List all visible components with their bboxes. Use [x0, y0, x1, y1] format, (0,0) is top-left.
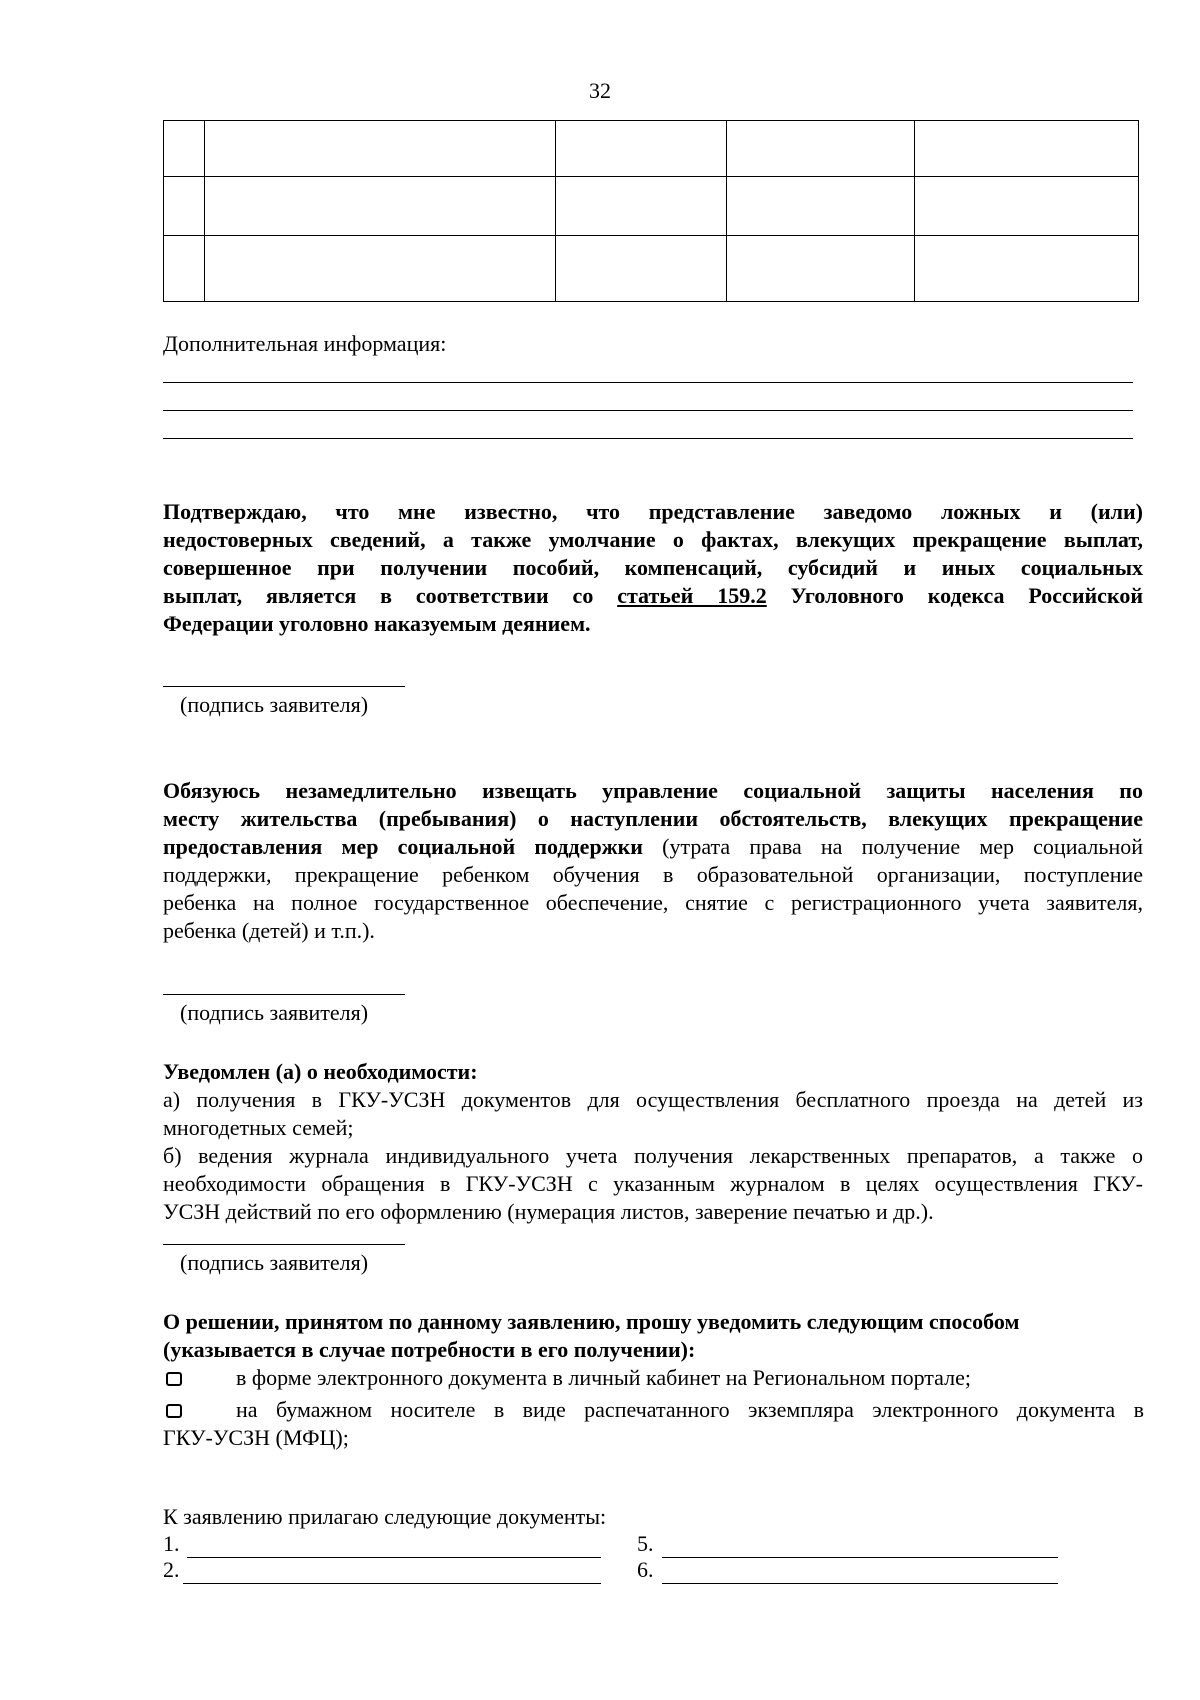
confirm-line	[163, 582, 1143, 609]
obligation-text: предоставления мер социальной поддержки	[163, 834, 643, 859]
option-paper-label: ГКУ-УСЗН (МФЦ);	[163, 1425, 349, 1450]
obligation-line: ребенка на полное государственное обеспечение, снятие с регистрационного учета заявителя,	[163, 890, 1143, 915]
option-electronic-label: в форме электронного документа в личный кабинет на Региональном портале;	[236, 1365, 971, 1390]
checkbox-paper[interactable]	[166, 1404, 182, 1418]
attachment-number: 2.	[163, 1557, 180, 1582]
additional-info-line	[163, 438, 1133, 439]
notice-item-a: многодетных семей;	[163, 1115, 354, 1140]
data-table	[163, 120, 1139, 302]
attachment-number: 6.	[637, 1557, 654, 1582]
table-cell	[205, 235, 556, 301]
confirm-line: совершенное при получении пособий, компенсаций, субсидий и иных социальных	[163, 555, 1143, 580]
obligation-line: Обязуюсь незамедлительно извещать управление социальной защиты населения по	[163, 778, 1143, 803]
table-cell	[727, 121, 915, 177]
table-cell	[727, 235, 915, 301]
obligation-line	[163, 833, 1143, 860]
signature-label: (подпись заявителя)	[180, 692, 369, 717]
obligation-line: месту жительства (пребывания) о наступлении обстоятельств, влекущих прекращение	[163, 806, 1143, 831]
signature-label: (подпись заявителя)	[180, 1000, 369, 1025]
obligation-line: поддержки, прекращение ребенком обучения в образовательной организации, поступление	[163, 862, 1143, 887]
table-cell	[915, 121, 1139, 177]
table-cell	[164, 177, 205, 235]
signature-line	[163, 686, 405, 687]
attachment-field[interactable]	[187, 1557, 601, 1558]
table-cell	[556, 121, 727, 177]
confirm-line: Федерации уголовно наказуемым деянием.	[163, 611, 591, 636]
table-cell	[556, 235, 727, 301]
page-number: 32	[589, 78, 611, 103]
table-cell	[915, 177, 1139, 235]
attachment-number: 5.	[637, 1531, 654, 1556]
attachment-field[interactable]	[662, 1583, 1058, 1584]
notice-heading: Уведомлен (а) о необходимости:	[163, 1059, 478, 1084]
signature-line	[163, 1244, 405, 1245]
signature-label: (подпись заявителя)	[180, 1250, 369, 1275]
option-paper-label: на бумажном носителе в виде распечатанного экземпляра электронного документа в	[236, 1397, 1144, 1422]
checkbox-electronic[interactable]	[166, 1372, 182, 1386]
table-cell	[556, 177, 727, 235]
table-row	[164, 235, 1139, 301]
table-row	[164, 177, 1139, 235]
confirm-line: Подтверждаю, что мне известно, что представление заведомо ложных и (или)	[163, 499, 1143, 524]
notice-item-b: УСЗН действий по его оформлению (нумерация листов, заверение печатью и др.).	[163, 1199, 934, 1224]
table-cell	[205, 177, 556, 235]
additional-info-line	[163, 382, 1133, 383]
decision-heading: (указывается в случае потребности в его получении):	[163, 1337, 696, 1362]
attachment-field[interactable]	[662, 1557, 1058, 1558]
attachment-field[interactable]	[183, 1583, 601, 1584]
decision-heading: О решении, принятом по данному заявлению, прошу уведомить следующим способом	[163, 1309, 1020, 1334]
table-cell	[915, 235, 1139, 301]
table-cell	[727, 177, 915, 235]
attachment-number: 1.	[163, 1531, 180, 1556]
additional-info-label: Дополнительная информация:	[163, 331, 447, 356]
additional-info-line	[163, 410, 1133, 411]
attachments-label: К заявлению прилагаю следующие документы:	[163, 1504, 607, 1529]
table-cell	[164, 235, 205, 301]
signature-line	[163, 994, 405, 995]
obligation-text: (утрата права на получение мер социальной	[642, 834, 1143, 859]
obligation-line: ребенка (детей) и т.п.).	[163, 918, 375, 943]
table-cell	[164, 121, 205, 177]
notice-item-b: б) ведения журнала индивидуального учета получения лекарственных препаратов, а также о	[163, 1143, 1143, 1168]
table-cell	[205, 121, 556, 177]
confirm-text: Уголовного кодекса Российской	[766, 583, 1144, 608]
confirm-line: недостоверных сведений, а также умолчание о фактах, влекущих прекращение выплат,	[163, 527, 1143, 552]
table-row	[164, 121, 1139, 177]
notice-item-a: а) получения в ГКУ-УСЗН документов для осуществления бесплатного проезда на детей из	[163, 1087, 1143, 1112]
confirm-text: выплат, является в соответствии со	[163, 583, 618, 608]
law-article-link[interactable]: статьей 159.2	[617, 583, 767, 608]
notice-item-b: необходимости обращения в ГКУ-УСЗН с указанным журналом в целях осуществления ГКУ-	[163, 1171, 1143, 1196]
